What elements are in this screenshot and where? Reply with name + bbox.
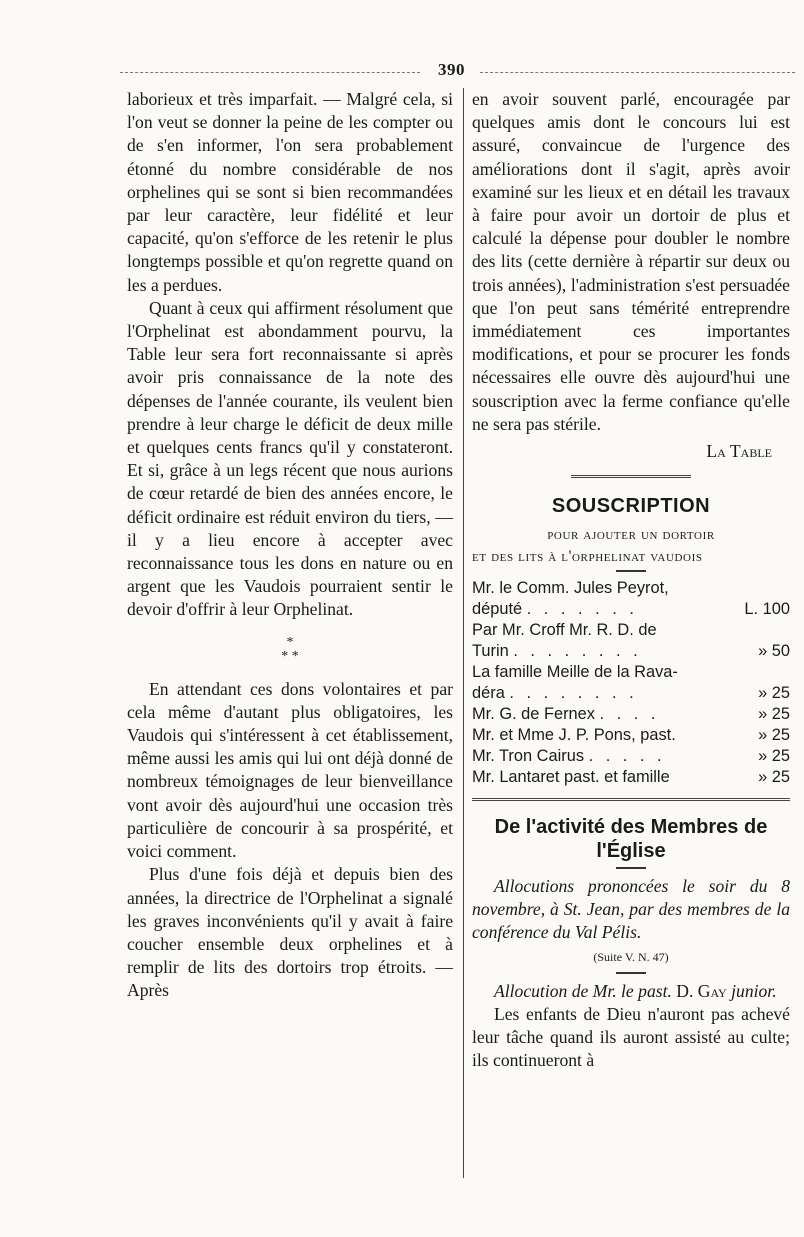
continuation-note: (Suite V. N. 47) bbox=[593, 950, 669, 965]
subscription-row bbox=[472, 704, 790, 725]
right-column bbox=[472, 88, 790, 1072]
separator bbox=[571, 475, 691, 483]
subscription-amount: » 25 bbox=[758, 684, 790, 703]
subscriber-name: Par Mr. Croff Mr. R. D. de bbox=[472, 621, 657, 640]
subscriber-name: Mr. et Mme J. P. Pons, past. bbox=[472, 726, 676, 745]
subscription-subtitle: et des lits à l'orphelinat vaudois bbox=[472, 548, 703, 566]
separator bbox=[616, 570, 646, 572]
subscription-row bbox=[472, 683, 790, 704]
subscription-row bbox=[472, 725, 790, 746]
signature: La Table bbox=[706, 441, 772, 462]
article-title: De l'activité des Membres de l'Église bbox=[494, 816, 768, 862]
separator bbox=[616, 972, 646, 974]
asterism: * * * bbox=[281, 634, 299, 664]
paragraph: En attendant ces dons volontaires et par cela même d'autant plus obligatoires, les Vaudois qui s'intéressent à cet établissement, même aussi les amis qui lui ont déjà donné de nombreux témoignages de leur bienveillance vont avoir dès aujourd'hui une occasion très particulière de concourir à sa prospérité, et voici comment. bbox=[127, 678, 453, 862]
subscription-amount: L. 100 bbox=[744, 600, 790, 619]
paragraph: laborieux et très imparfait. — Malgré cela, si l'on veut se donner la peine de les compter ou de s'en informer, l'on sera probablement étonné du nombre considérable de nos orphelines qui se sont si bien recommandées par leur caractère, leur fidélité et leur capacité, qu'on s'efforce de les retenir le plus longtemps possible et qu'on regrette quand on les a perdues. bbox=[127, 89, 453, 295]
paragraph: Plus d'une fois déjà et depuis bien des années, la directrice de l'Orphelinat a signalé les graves inconvénients qu'il y avait à faire coucher ensemble deux orphelines et à remplir de lits des dortoirs trop étroits. — Après bbox=[127, 864, 453, 1001]
header-rule-left bbox=[120, 72, 420, 73]
separator bbox=[616, 867, 646, 869]
left-column bbox=[127, 88, 453, 1003]
subscription-row bbox=[472, 767, 790, 788]
subscriber-name: Mr. G. de Fernex . . . . bbox=[472, 705, 660, 724]
subscription-row bbox=[472, 662, 790, 683]
subscription-list bbox=[472, 578, 790, 788]
subscription-row bbox=[472, 620, 790, 641]
header-rule-right bbox=[480, 72, 795, 73]
page-header bbox=[120, 60, 795, 82]
subscription-row bbox=[472, 746, 790, 767]
subscription-amount: » 25 bbox=[758, 747, 790, 766]
paragraph: en avoir souvent parlé, encouragée par quelques amis dont le concours lui est assuré, convaincue de l'urgence des améliorations dont il s'agit, après avoir examiné sur les lieux et en détail les travaux à faire pour avoir un dortoir de plus et calculé la dépense pour doubler le nombre des lits (cette dernière à répartir sur deux ou trois années), l'administration s'est persuadée que l'on peut sans témérité entreprendre immédiatement ces importantes modifications, et pour se procurer les fonds nécessaires elle ouvre dès aujourd'hui une souscription avec la ferme confiance qu'elle ne sera pas stérile. bbox=[472, 89, 790, 434]
subscriber-cont: député . . . . . . . bbox=[472, 600, 638, 619]
subscriber-cont: déra . . . . . . . . bbox=[472, 684, 638, 703]
subscriber-name: Mr. le Comm. Jules Peyrot, bbox=[472, 579, 669, 598]
subscription-row bbox=[472, 599, 790, 620]
subscriber-cont: Turin . . . . . . . . bbox=[472, 642, 642, 661]
page-number: 390 bbox=[438, 60, 465, 79]
subscription-title: SOUSCRIPTION bbox=[551, 495, 711, 518]
paragraph: Quant à ceux qui affirment résolument que l'Orphelinat est abondamment pourvu, la Table leur sera fort reconnaissante si après avoir pris connaissance de la note des dépenses de l'année courante, ils veulent bien prendre à leur charge le déficit de deux mille et quelques cents francs qu'il y constateront. Et si, grâce à un legs récent que nous aurions de cœur retardé de bien des années encore, le déficit ordinaire est réduit environ du tiers, — il y a lieu encore à accepter avec reconnaissance tous les dons en nature ou en argent que les Vaudois pourraient sentir le devoir d'offrir à leur Orphelinat. bbox=[127, 297, 453, 620]
subscription-amount: » 50 bbox=[758, 642, 790, 661]
allocution-heading: Allocution de Mr. le past. D. Gay junior. bbox=[494, 980, 777, 1001]
subscriber-name: Mr. Lantaret past. et famille bbox=[472, 768, 670, 787]
separator bbox=[472, 798, 790, 806]
subscriber-name: Mr. Tron Cairus . . . . . bbox=[472, 747, 666, 766]
subscriber-name: La famille Meille de la Rava- bbox=[472, 663, 678, 682]
subscription-amount: » 25 bbox=[758, 768, 790, 787]
subscription-row bbox=[472, 641, 790, 662]
subscription-subtitle: pour ajouter un dortoir bbox=[547, 526, 715, 544]
article-intro: Allocutions prononcées le soir du 8 novembre, à St. Jean, par des membres de la conférence du Val Pélis. bbox=[472, 875, 790, 943]
subscription-row bbox=[472, 578, 790, 599]
paragraph: Les enfants de Dieu n'auront pas achevé leur tâche quand ils auront assisté au culte; ils continueront à bbox=[472, 1003, 790, 1071]
subscription-amount: » 25 bbox=[758, 705, 790, 724]
column-divider bbox=[463, 88, 464, 1178]
subscription-amount: » 25 bbox=[758, 726, 790, 745]
